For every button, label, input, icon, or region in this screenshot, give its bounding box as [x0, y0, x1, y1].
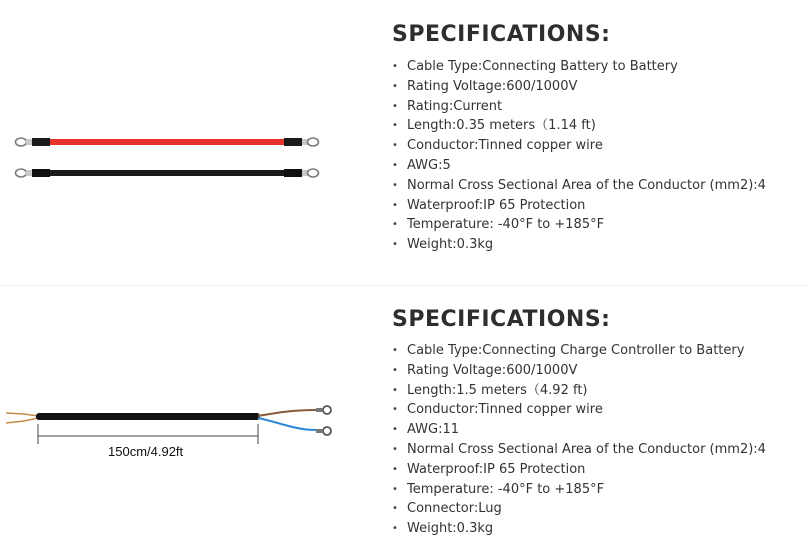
cable-sheath: [36, 413, 260, 420]
battery-cable-pair-image: [0, 0, 380, 285]
spec-item: • Connector:Lug: [392, 499, 766, 519]
spec-item: • AWG:11: [392, 420, 766, 440]
spec-title: SPECIFICATIONS:: [392, 22, 611, 47]
spec-list: [392, 341, 766, 539]
spec-item: • Temperature: -40°F to +185°F: [392, 215, 766, 235]
dimension-indicator: [38, 424, 258, 444]
spec-item: • Rating:Current: [392, 97, 766, 117]
spec-item: • Cable Type:Connecting Battery to Battery: [392, 57, 766, 77]
spec-title: SPECIFICATIONS:: [392, 307, 611, 332]
spec-item: • Normal Cross Sectional Area of the Conductor (mm2):4: [392, 440, 766, 460]
cable-right-wires: [258, 406, 331, 435]
spec-item: • AWG:5: [392, 156, 766, 176]
spec-item: • Conductor:Tinned copper wire: [392, 136, 766, 156]
spec-item: • Weight:0.3kg: [392, 519, 766, 539]
spec-item: • Length:0.35 meters（1.14 ft): [392, 116, 766, 136]
spec-item: • Normal Cross Sectional Area of the Conductor (mm2):4: [392, 176, 766, 196]
spec-item: • Conductor:Tinned copper wire: [392, 400, 766, 420]
spec-item: • Rating Voltage:600/1000V: [392, 77, 766, 97]
spec-list: [392, 57, 766, 255]
dimension-label: 150cm/4.92ft: [108, 444, 184, 459]
black-cable: [16, 169, 319, 177]
spec-item: • Weight:0.3kg: [392, 235, 766, 255]
spec-item: • Length:1.5 meters（4.92 ft): [392, 381, 766, 401]
cable-left-tails: [6, 413, 38, 423]
spec-item: • Waterproof:IP 65 Protection: [392, 196, 766, 216]
spec-item: • Rating Voltage:600/1000V: [392, 361, 766, 381]
spec-item: • Waterproof:IP 65 Protection: [392, 460, 766, 480]
spec-section-controller-to-battery: [0, 285, 808, 554]
spec-item: • Temperature: -40°F to +185°F: [392, 480, 766, 500]
red-cable: [16, 138, 319, 146]
spec-item: • Cable Type:Connecting Charge Controller to Battery: [392, 341, 766, 361]
controller-cable-image: [0, 285, 380, 554]
